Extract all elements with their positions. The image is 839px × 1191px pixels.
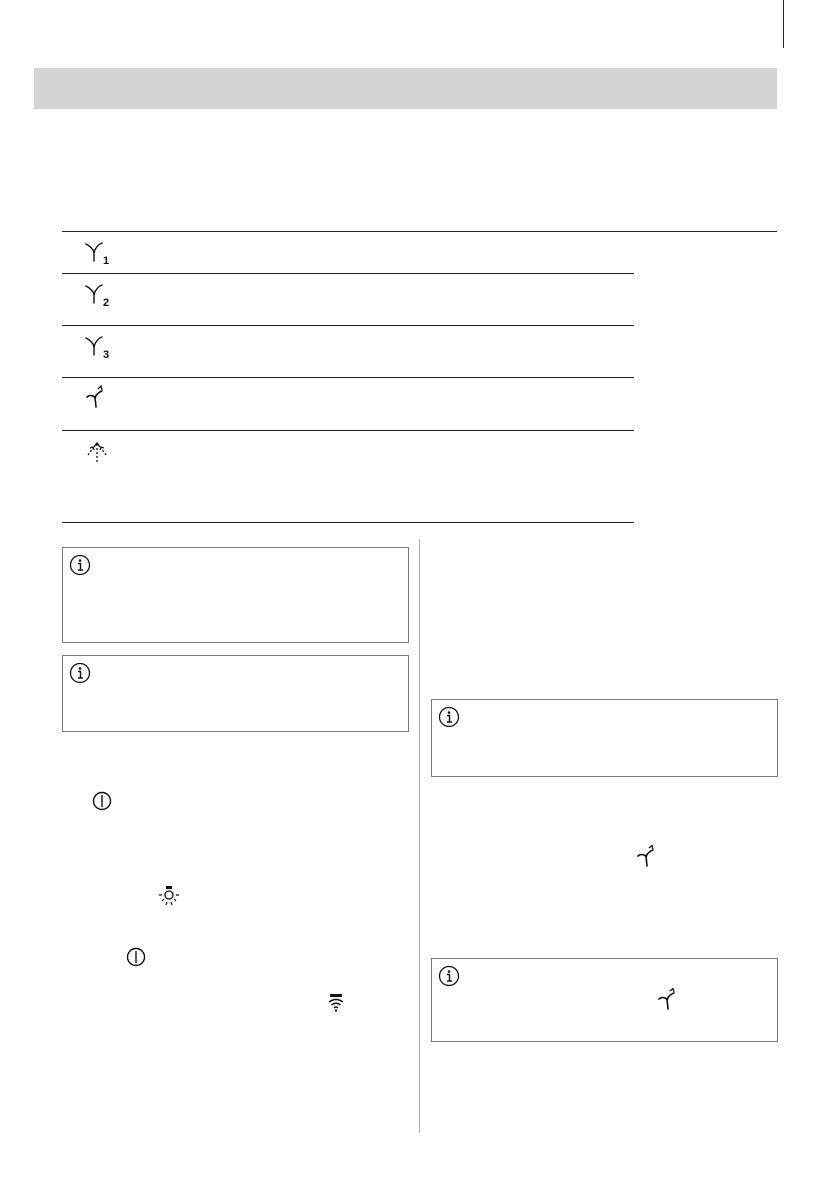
table-row-fan-speed-2: [62, 274, 634, 325]
table-row-fan-speed-1: [62, 232, 634, 273]
info-icon: [69, 554, 91, 576]
fan-speed-1-icon: [84, 239, 118, 265]
fan-speed-1-label: 1: [103, 255, 110, 265]
info-note-box-1: [62, 547, 409, 643]
extraction-icon: [84, 438, 118, 464]
table-row-fan-speed-3: [62, 326, 634, 377]
fan-boost-icon: [635, 845, 661, 869]
crop-mark: [783, 0, 784, 48]
fan-speed-3-icon: [84, 333, 118, 359]
power-icon: [92, 791, 112, 811]
info-icon: [69, 662, 91, 684]
table-bottom-rule: [62, 522, 634, 523]
info-note-box-2: [62, 655, 409, 732]
info-icon: [438, 965, 460, 987]
table-row-extraction: [62, 431, 634, 522]
fan-speed-2-label: 2: [103, 297, 110, 307]
fan-boost-icon: [84, 385, 118, 411]
info-note-box-4: [431, 958, 778, 1042]
column-divider: [419, 539, 420, 1133]
fan-speed-3-label: 3: [103, 349, 110, 359]
wifi-icon: [326, 993, 346, 1013]
info-note-box-3: [431, 699, 778, 777]
light-icon: [157, 885, 181, 907]
section-header-bar: [34, 68, 777, 109]
power-icon: [126, 947, 146, 967]
info-icon: [438, 706, 460, 728]
fan-boost-icon: [656, 988, 682, 1012]
fan-speed-2-icon: [84, 281, 118, 307]
table-row-fan-boost: [62, 378, 634, 430]
